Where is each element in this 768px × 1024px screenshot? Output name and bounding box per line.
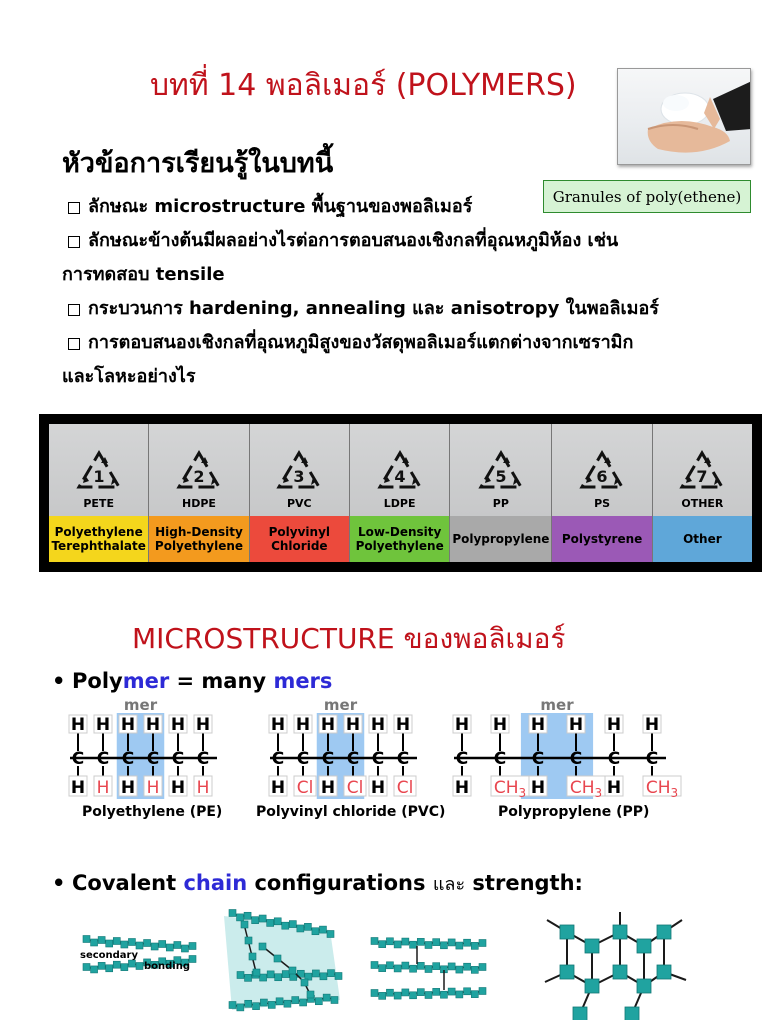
- carbon-atom: C: [146, 749, 160, 769]
- carbon-atom: C: [455, 749, 469, 769]
- hydrogen-atom: H: [370, 715, 386, 735]
- substituent-atom: H: [454, 778, 470, 798]
- substituent-atom: H: [96, 778, 110, 798]
- hydrogen-atom: H: [295, 715, 311, 735]
- carbon-atom: C: [71, 749, 85, 769]
- crosslinked-chain: [371, 988, 486, 1000]
- substituent-atom: Cl: [396, 778, 414, 798]
- hydrogen-atom: H: [195, 715, 211, 735]
- recycling-plastic-name: Polyethylene Terephthalate: [49, 516, 148, 562]
- photo-caption: Granules of poly(ethene): [543, 180, 751, 213]
- learning-topics-heading: หัวข้อการเรียนรู้ในบทนี้: [62, 148, 334, 179]
- substituent-atom: H: [170, 778, 186, 798]
- hydrogen-atom: H: [395, 715, 411, 735]
- recycling-code-number: 1: [93, 467, 105, 486]
- topic-list: [62, 190, 748, 394]
- substituent-atom: H: [530, 778, 546, 798]
- topic-item: การตอบสนองเชิงกลที่อุณหภูมิสูงของวัสดุพอลิเมอร์แตกต่างจากเซรามิก: [68, 326, 748, 360]
- recycling-abbreviation: LDPE: [383, 497, 416, 510]
- page-title: บทที่ 14 พอลิเมอร์ (POLYMERS): [150, 68, 577, 103]
- recycling-code-ldpe: [350, 424, 450, 562]
- topic-item: ลักษณะข้างต้นมีผลอย่างไรต่อการตอบสนองเชิงกลที่อุณหภูมิห้อง เช่น: [68, 224, 748, 258]
- carbon-atom: C: [96, 749, 110, 769]
- substituent-atom: Cl: [296, 778, 314, 798]
- network-structure: [545, 912, 686, 1020]
- recycling-plastic-name: Other: [653, 516, 752, 562]
- recycling-abbreviation: PS: [594, 497, 611, 510]
- chain-configuration-diagrams: [72, 902, 692, 1020]
- hydrogen-atom: H: [95, 715, 111, 735]
- recycle-triangle-icon: [678, 449, 726, 493]
- mer-label: mer: [123, 696, 158, 714]
- recycling-abbreviation: HDPE: [182, 497, 216, 510]
- hydrogen-atom: H: [320, 715, 336, 735]
- substituent-atom: $CH_3$: [645, 778, 679, 800]
- recycling-code-number: 6: [596, 467, 608, 486]
- hydrogen-atom: H: [454, 715, 470, 735]
- recycling-abbreviation: OTHER: [681, 497, 724, 510]
- recycling-code-number: 7: [696, 467, 708, 486]
- molecule-name: Polypropylene (PP): [498, 804, 650, 820]
- covalent-chain-heading: • Covalent chain configurations และ strength:: [52, 871, 583, 895]
- secondary-label: secondary: [80, 950, 139, 961]
- substituent-atom: $CH_3$: [569, 778, 603, 800]
- hydrogen-atom: H: [170, 715, 186, 735]
- hydrogen-atom: H: [145, 715, 161, 735]
- recycle-triangle-icon: [275, 449, 323, 493]
- recycle-triangle-icon: [578, 449, 626, 493]
- recycle-triangle-icon: [75, 449, 123, 493]
- carbon-atom: C: [569, 749, 583, 769]
- covalent-word-c: configurations: [247, 871, 433, 895]
- hydrogen-atom: H: [492, 715, 508, 735]
- carbon-atom: C: [396, 749, 410, 769]
- hydrogen-atom: H: [606, 715, 622, 735]
- carbon-atom: C: [371, 749, 385, 769]
- covalent-word-e: strength:: [465, 871, 583, 895]
- polymer-word-b: mer: [122, 669, 170, 693]
- recycle-triangle-icon: [175, 449, 223, 493]
- recycling-code-number: 4: [394, 467, 406, 486]
- molecule-name: Polyvinyl chloride (PVC): [256, 804, 446, 820]
- carbon-atom: C: [607, 749, 621, 769]
- hydrogen-atom: H: [568, 715, 584, 735]
- polyvinyl-chloride-structure: [268, 695, 438, 800]
- substituent-atom: H: [146, 778, 160, 798]
- polyethylene-structure: [68, 695, 238, 800]
- recycling-code-number: 3: [293, 467, 305, 486]
- crosslinked-chain: [371, 938, 486, 950]
- covalent-word-b: chain: [183, 871, 248, 895]
- recycle-triangle-icon: [376, 449, 424, 493]
- recycling-code-ps: [552, 424, 652, 562]
- crosslinked-chain: [371, 962, 486, 974]
- substituent-atom: H: [320, 778, 336, 798]
- hydrogen-atom: H: [70, 715, 86, 735]
- hydrogen-atom: H: [120, 715, 136, 735]
- recycling-plastic-name: Polypropylene: [450, 516, 551, 562]
- substituent-atom: $CH_3$: [493, 778, 527, 800]
- substituent-atom: Cl: [346, 778, 364, 798]
- topic-item: และโลหะอย่างไร: [62, 366, 196, 387]
- recycling-plastic-name: Low-Density Polyethylene: [350, 516, 449, 562]
- topic-item: การทดสอบ tensile: [62, 264, 225, 285]
- polymer-definition: • Polymer = many mers: [52, 669, 333, 693]
- carbon-atom: C: [493, 749, 507, 769]
- hydrogen-atom: H: [530, 715, 546, 735]
- hydrogen-atom: H: [270, 715, 286, 735]
- mer-label: mer: [323, 696, 358, 714]
- recycle-triangle-icon: [477, 449, 525, 493]
- carbon-atom: C: [121, 749, 135, 769]
- recycling-plastic-name: Polystyrene: [552, 516, 651, 562]
- substituent-atom: H: [270, 778, 286, 798]
- recycling-plastic-name: Polyvinyl Chloride: [250, 516, 349, 562]
- recycling-plastic-name: High-Density Polyethylene: [149, 516, 248, 562]
- recycling-code-number: 2: [193, 467, 205, 486]
- recycling-codes-strip: [39, 414, 762, 572]
- bonding-label: bonding: [144, 961, 191, 972]
- topic-item: ลักษณะ microstructure พื้นฐานของพอลิเมอร์: [68, 190, 748, 224]
- hydrogen-atom: H: [644, 715, 660, 735]
- mer-label: mer: [540, 696, 574, 714]
- substituent-atom: H: [196, 778, 210, 798]
- recycling-abbreviation: PP: [492, 497, 509, 510]
- recycling-code-pete: [49, 424, 149, 562]
- recycling-code-other: [653, 424, 752, 562]
- hydrogen-atom: H: [345, 715, 361, 735]
- carbon-atom: C: [346, 749, 360, 769]
- topic-item: กระบวนการ hardening, annealing และ anisotropy ในพอลิเมอร์: [68, 292, 748, 326]
- substituent-atom: H: [370, 778, 386, 798]
- molecule-name: Polyethylene (PE): [82, 804, 223, 820]
- carbon-atom: C: [321, 749, 335, 769]
- carbon-atom: C: [531, 749, 545, 769]
- section-title: MICROSTRUCTURE ของพอลิเมอร์: [132, 622, 566, 655]
- carbon-atom: C: [196, 749, 210, 769]
- recycling-code-number: 5: [495, 467, 507, 486]
- recycling-code-pp: [450, 424, 552, 562]
- carbon-atom: C: [271, 749, 285, 769]
- substituent-atom: H: [606, 778, 622, 798]
- polymer-word-a: Poly: [72, 669, 123, 693]
- substituent-atom: H: [120, 778, 136, 798]
- covalent-word-d: และ: [432, 874, 466, 895]
- polymer-word-c: = many: [169, 669, 274, 693]
- polymer-word-d: mers: [273, 669, 333, 693]
- carbon-atom: C: [645, 749, 659, 769]
- recycling-abbreviation: PVC: [286, 497, 312, 510]
- carbon-atom: C: [171, 749, 185, 769]
- granules-photo: [617, 68, 751, 165]
- recycling-code-hdpe: [149, 424, 249, 562]
- recycling-abbreviation: PETE: [83, 497, 114, 510]
- recycling-code-pvc: [250, 424, 350, 562]
- polypropylene-structure: [452, 695, 682, 800]
- carbon-atom: C: [296, 749, 310, 769]
- substituent-atom: H: [70, 778, 86, 798]
- covalent-word-a: Covalent: [72, 871, 184, 895]
